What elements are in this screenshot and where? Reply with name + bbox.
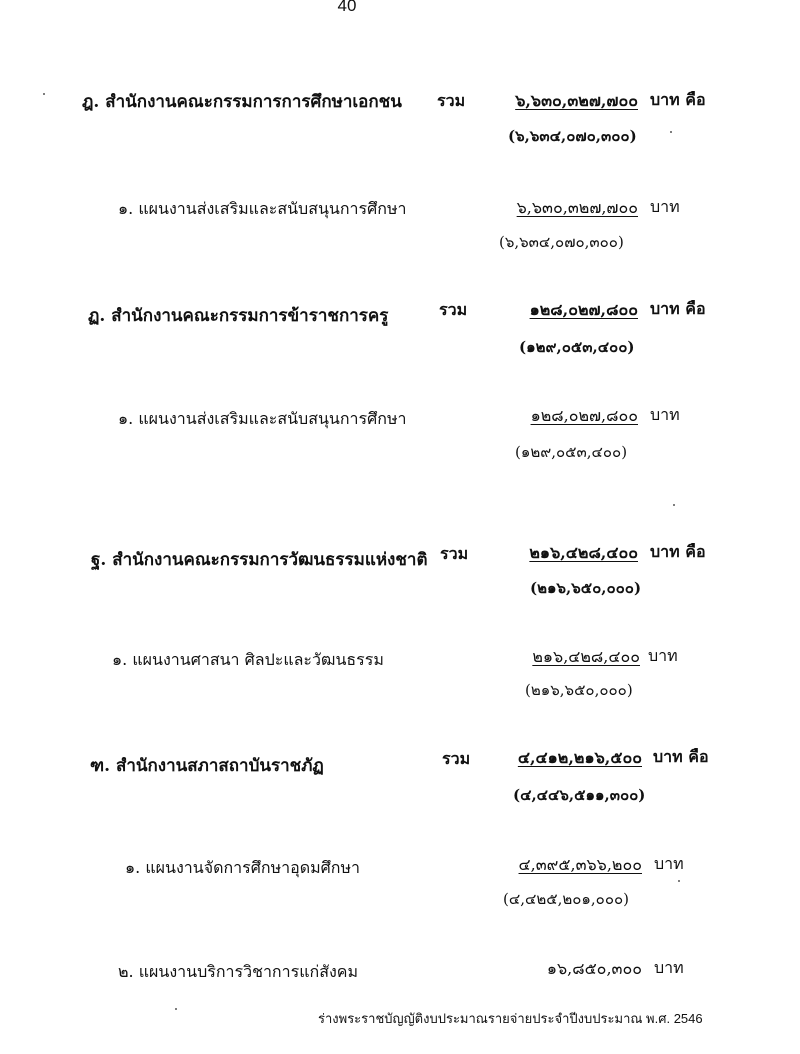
org-total-amount	[470, 298, 638, 323]
page-number: 40	[337, 0, 357, 15]
previous-year-amount: (๒๑๖,๖๕๐,๐๐๐)	[530, 579, 642, 597]
amount-value: ๖,๖๓๐,๓๒๗,๗๐๐	[515, 91, 638, 110]
plan-amount	[470, 404, 638, 429]
unit-label: บาท	[648, 646, 678, 665]
total-label: รวม	[437, 91, 466, 110]
org-heading-rajabhat-council: ฑ. สำนักงานสภาสถาบันราชภัฏ	[90, 756, 324, 776]
amount-value: ๖,๖๓๐,๓๒๗,๗๐๐	[516, 198, 638, 217]
unit-label: บาท	[650, 197, 680, 216]
previous-year-amount: (๑๒๙,๐๕๓,๔๐๐)	[515, 443, 628, 461]
plan-item: ๒. แผนงานบริการวิชาการแก่สังคม	[118, 962, 359, 981]
amount-value: ๒๑๖,๔๒๘,๔๐๐	[532, 647, 640, 666]
plan-amount	[470, 645, 640, 670]
unit-label: บาท	[650, 405, 680, 424]
previous-year-amount: (๔,๔๒๕,๒๐๑,๐๐๐)	[503, 890, 629, 908]
unit-label: บาท คือ	[650, 90, 706, 109]
plan-item: ๑. แผนงานส่งเสริมและสนับสนุนการศึกษา	[118, 409, 407, 428]
scan-speck	[670, 131, 672, 133]
amount-value: ๑๖,๘๕๐,๓๐๐	[546, 959, 642, 978]
plan-item: ๑. แผนงานจัดการศึกษาอุดมศึกษา	[125, 858, 361, 877]
unit-label: บาท	[654, 958, 684, 977]
previous-year-amount: (๒๑๖,๖๕๐,๐๐๐)	[525, 681, 633, 699]
amount-value: ๑๒๘,๐๒๗,๘๐๐	[529, 300, 638, 319]
plan-item: ๑. แผนงานศาสนา ศิลปะและวัฒนธรรม	[112, 650, 384, 669]
plan-amount	[470, 957, 642, 982]
scan-speck	[673, 504, 675, 506]
amount-value: ๑๒๘,๐๒๗,๘๐๐	[530, 406, 638, 425]
previous-year-amount: (๔,๔๔๖,๕๑๑,๓๐๐)	[513, 786, 646, 804]
unit-label: บาท	[654, 854, 684, 873]
unit-label: บาท คือ	[653, 747, 709, 766]
plan-item: ๑. แผนงานส่งเสริมและสนับสนุนการศึกษา	[118, 199, 407, 218]
amount-value: ๔,๔๑๒,๒๑๖,๕๐๐	[517, 748, 642, 767]
org-heading-teacher-civil-service: ฏ. สำนักงานคณะกรรมการข้าราชการครู	[88, 306, 389, 326]
amount-value: ๒๑๖,๔๒๘,๔๐๐	[529, 543, 638, 562]
previous-year-amount: (๖,๖๓๔,๐๗๐,๓๐๐)	[499, 233, 624, 251]
org-total-amount	[470, 541, 638, 566]
document-footer: ร่างพระราชบัญญัติงบประมาณรายจ่ายประจำปีงบประมาณ พ.ศ. 2546	[318, 1011, 703, 1026]
scan-speck	[175, 1008, 177, 1010]
org-heading-national-culture: ฐ. สำนักงานคณะกรรมการวัฒนธรรมแห่งชาติ	[91, 550, 428, 570]
scan-speck	[678, 880, 680, 882]
amount-value: ๔,๓๙๕,๓๖๖,๒๐๐	[518, 855, 642, 874]
total-label: รวม	[439, 300, 468, 319]
previous-year-amount: (๑๒๙,๐๕๓,๔๐๐)	[519, 338, 635, 356]
org-total-amount	[470, 746, 642, 771]
unit-label: บาท คือ	[650, 299, 706, 318]
unit-label: บาท คือ	[650, 542, 706, 561]
org-heading-private-education: ฎ. สำนักงานคณะกรรมการการศึกษาเอกชน	[82, 92, 402, 112]
org-total-amount	[470, 89, 638, 114]
previous-year-amount: (๖,๖๓๔,๐๗๐,๓๐๐)	[508, 127, 637, 145]
total-label: รวม	[442, 749, 471, 768]
plan-amount	[470, 853, 642, 878]
plan-amount	[470, 196, 638, 221]
scan-speck	[43, 93, 45, 95]
total-label: รวม	[440, 544, 469, 563]
